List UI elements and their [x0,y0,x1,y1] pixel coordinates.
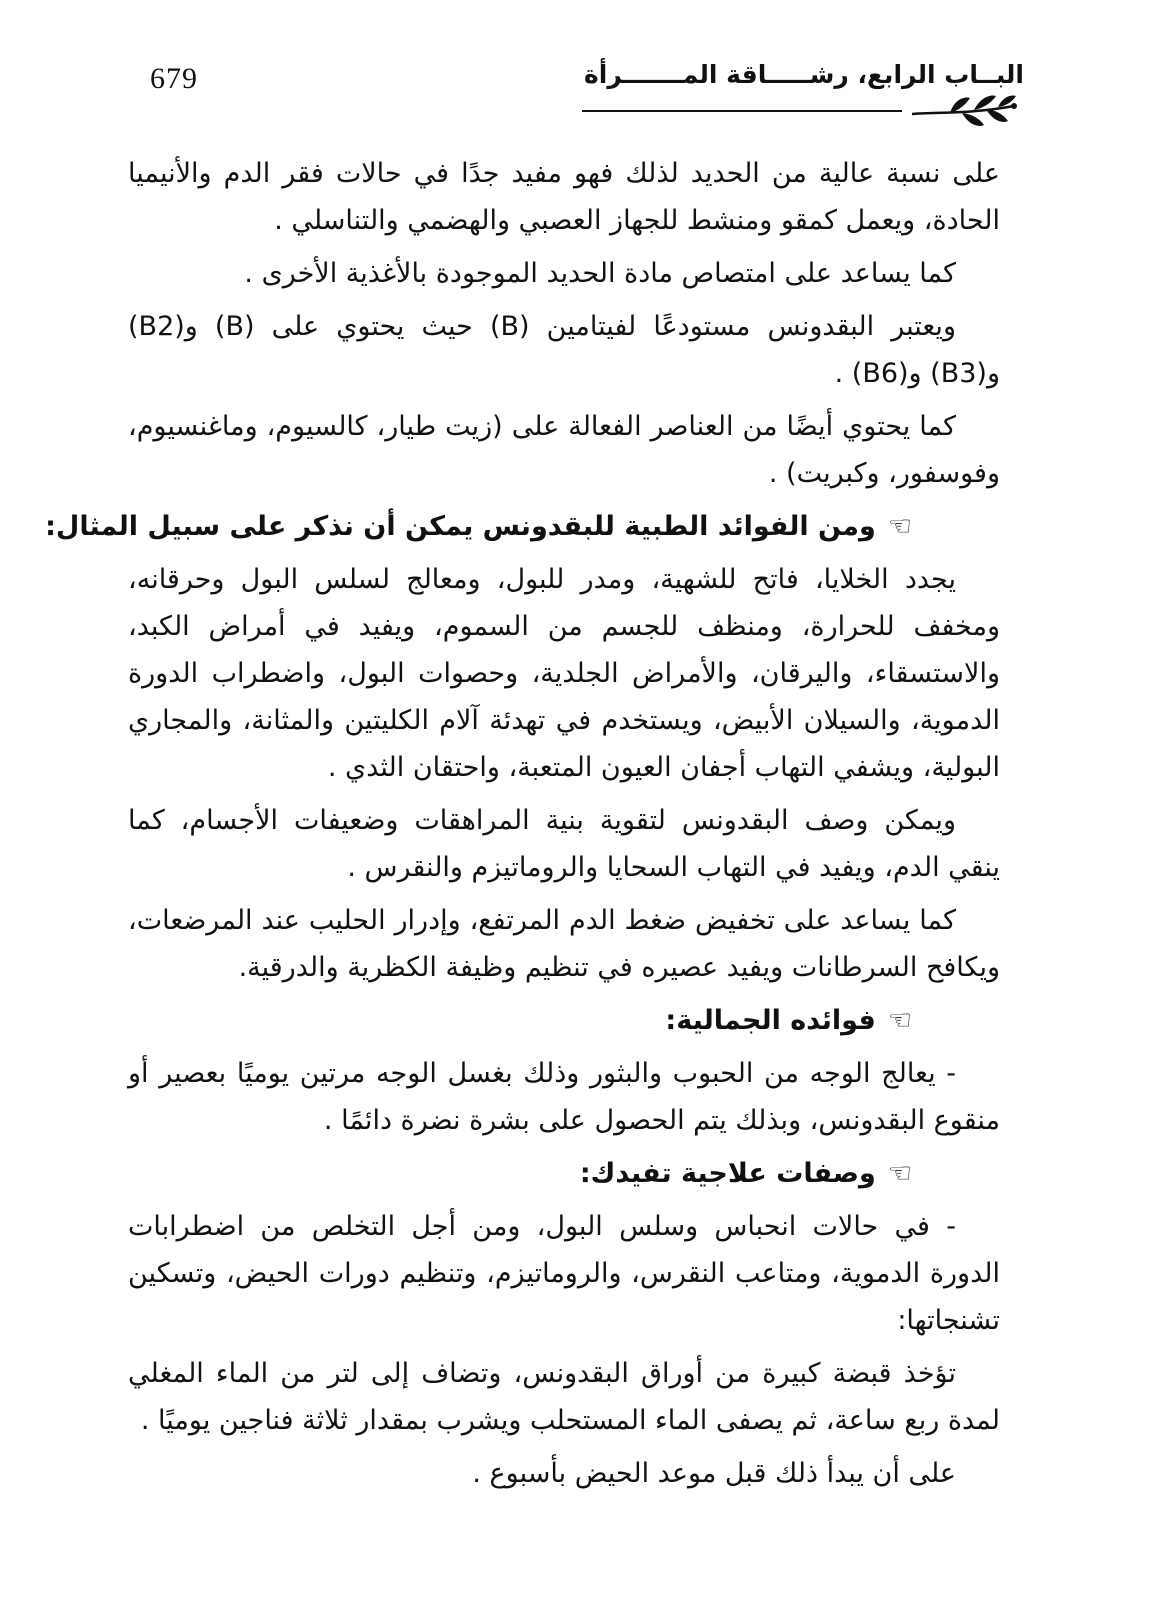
paragraph: ويمكن وصف البقدونس لتقوية بنية المراهقات وضعيفات الأجسام، كما ينقي الدم، ويفيد في التهاب السحايا والروماتيزم والنقرس . [128,805,1000,883]
leaf-branch-ornament-icon [910,92,1020,132]
paragraph: على أن يبدأ ذلك قبل موعد الحيض بأسبوع . [472,1458,956,1489]
pointing-hand-bullet-icon: ☜ [887,511,912,542]
body-text [45,150,1000,1503]
section-heading-medical [45,503,1000,550]
paragraph: كما يساعد على امتصاص مادة الحديد الموجودة بالأغذية الأخرى . [244,258,956,289]
paragraph: كما يساعد على تخفيض ضغط الدم المرتفع، وإدرار الحليب عند المرضعات، ويكافح السرطانات ويفيد عصيره في تنظيم وظيفة الكظرية والدرقية. [128,905,1000,983]
paragraph: يجدد الخلايا، فاتح للشهية، ومدر للبول، ومعالج لسلس البول وحرقانه، ومخفف للحرارة، ومنظف للجسم من السموم، ويفيد في أمراض الكبد، والاستسقاء، واليرقان، والأمراض الجلدية، وحصوات البول، واضطراب الدورة الدموية، والسيلان الأبيض، ويستخدم في تهدئة آلام الكليتين والمثانة، والمجاري البولية، ويشفي التهاب أجفان العيون المتعبة، واحتقان الثدي . [128,564,1000,783]
section-heading-text: وصفات علاجية تفيدك: [579,1158,876,1189]
paragraph: كما يحتوي أيضًا من العناصر الفعالة على (زيت طيار، كالسيوم، وماغنسيوم، وفوسفور، وكبريت) . [128,411,1000,489]
section-heading-recipes [128,1150,1000,1197]
paragraph: على نسبة عالية من الحديد لذلك فهو مفيد جدًا في حالات فقر الدم والأنيميا الحادة، ويعمل كمقو ومنشط للجهاز العصبي والهضمي والتناسلي . [128,158,1000,236]
pointing-hand-bullet-icon: ☜ [887,1158,912,1189]
paragraph: - في حالات انحباس وسلس البول، ومن أجل التخلص من اضطرابات الدورة الدموية، ومتاعب النقرس، والروماتيزم، وتنظيم دورات الحيض، وتسكين تشنجاتها: [128,1211,1000,1336]
paragraph: تؤخذ قبضة كبيرة من أوراق البقدونس، وتضاف إلى لتر من الماء المغلي لمدة ربع ساعة، ثم يصفى الماء المستحلب ويشرب بمقدار ثلاثة فناجين يوميًا . [128,1358,1000,1436]
header-rule [582,110,902,112]
pointing-hand-bullet-icon: ☜ [887,1005,912,1036]
section-heading-text: فوائده الجمالية: [665,1005,876,1036]
paragraph: - يعالج الوجه من الحبوب والبثور وذلك بغسل الوجه مرتين يوميًا بعصير أو منقوع البقدونس، وبذلك يتم الحصول على بشرة نضرة دائمًا . [128,1058,1000,1136]
section-heading-beauty [128,997,1000,1044]
paragraph: ويعتبر البقدونس مستودعًا لفيتامين (B) حيث يحتوي على (B) و(B2) و(B3) و(B6) . [128,311,1000,389]
page-number: 679 [150,62,198,95]
section-heading-text: ومن الفوائد الطبية للبقدونس يمكن أن نذكر على سبيل المثال: [45,511,876,542]
running-header-title: البــاب الرابع، رشـــــاقة المـــــــرأة [584,60,1024,89]
